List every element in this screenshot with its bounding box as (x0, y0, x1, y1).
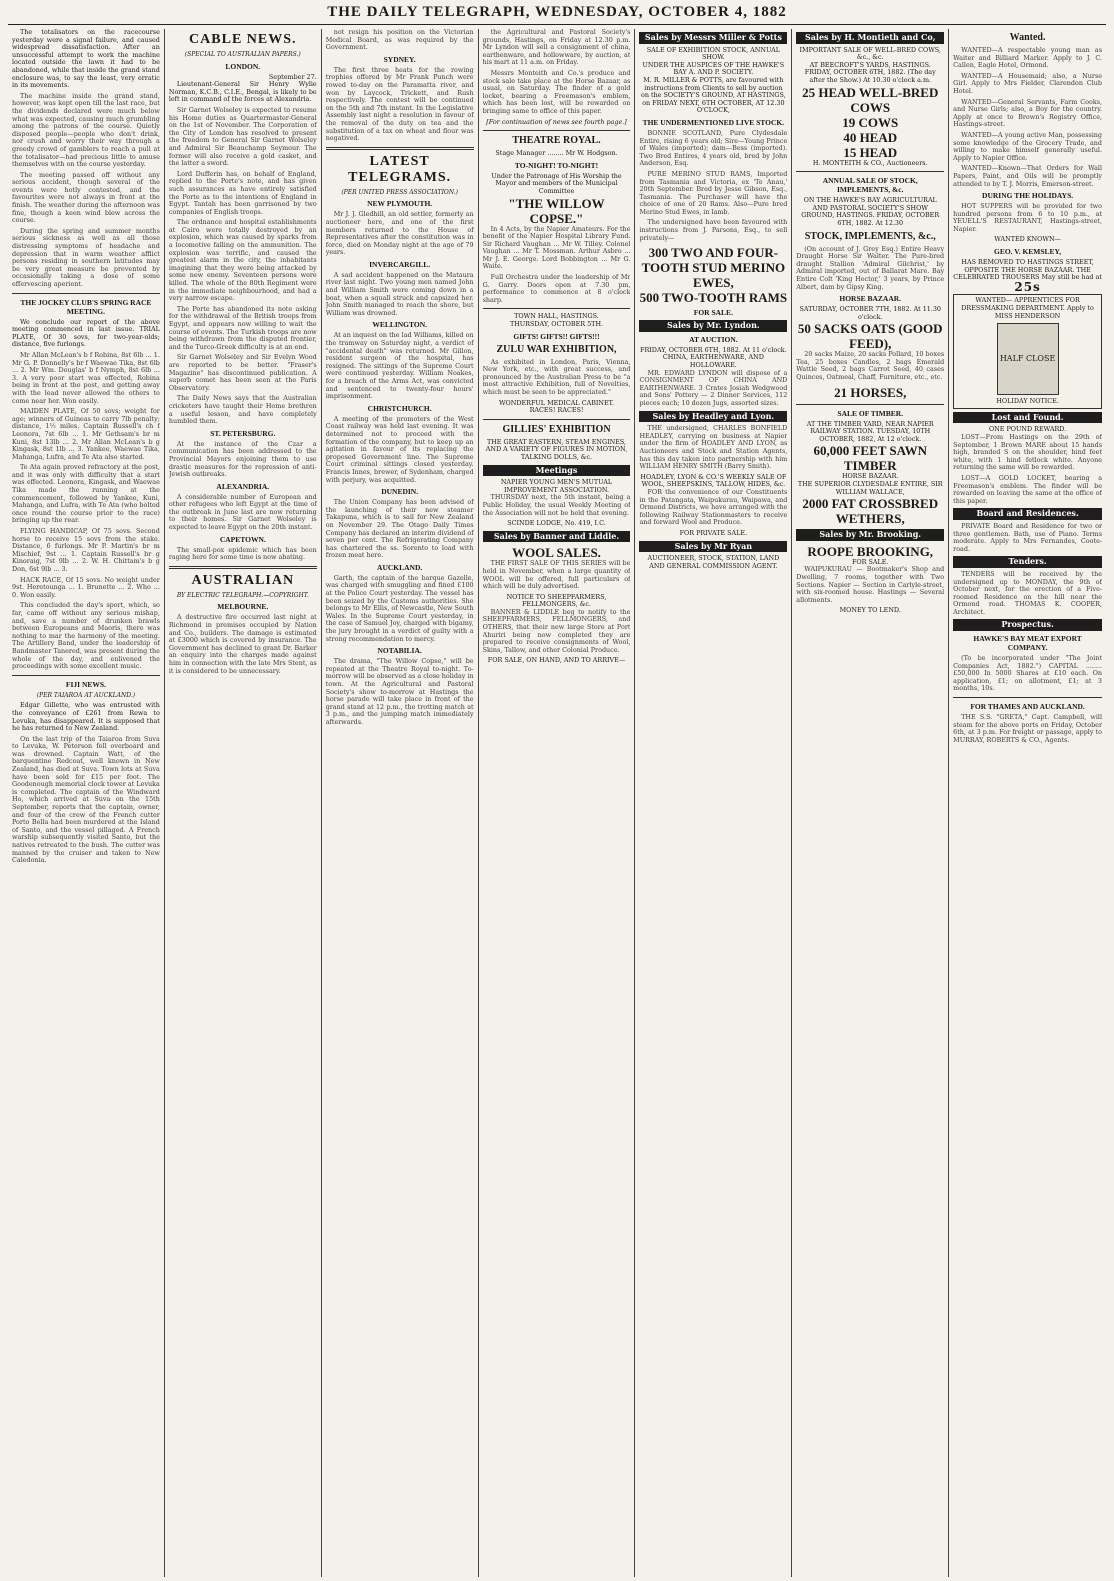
notabilia-heading: NOTABILIA. (377, 646, 422, 656)
cable-news-title: CABLE NEWS. (189, 32, 297, 47)
sale-of-timber-heading: SALE OF TIMBER. (837, 408, 904, 418)
dunedin-heading: DUNEDIN. (381, 487, 419, 497)
column-6: Sales by H. Montieth and Co, IMPORTANT SALE OF WELL-BRED COWS, &c., &c. AT BEECROFT'S YARDS, HASTINGS. FRIDAY, OCTOBER 6TH, 1882. (The day after the Show.) At 10.30 o'clock a.m. 25 HEAD WELL-BRED COWS 19 COWS 40 HEAD 15 HEAD H. MONTEITH & CO., Auctioneers. ANNUAL SALE OF STOCK, IMPLEMENTS, &c. ON THE HAWKE'S BAY AGRICULTURAL AND PASTORAL SOCIETY'S SHOW GROUND, HASTINGS. FRIDAY, OCTOBER 6TH, 1882. At 12.30 STOCK, IMPLEMENTS, &c., (On account of J. Grey Esq.) Entire Heavy Draught Horse Sir Walter. The Pure-bred draught Stallion 'Admiral Gilchrist,' by Admiral imported, out of Ballarat Mare. Bay Entire Colt 'King Hector,' 3 years, by Prince Albert, dam by Gipsy King. HORSE BAZAAR. SATURDAY, OCTOBER 7TH, 1882. At 11.30 o'clock. 50 SACKS OATS (GOOD FEED), 20 sacks Maize, 20 sacks Pollard, 10 boxes Tea, 25 boxes Candles, 2 bags Emerald Wattle Seed, 2 bags Carrot Seed, 40 cases Quinces, Oatmeal, Chaff, Furniture, etc., etc. 21 HORSES, SALE OF TIMBER. AT THE TIMBER YARD, NEAR NAPIER RAILWAY STATION. TUESDAY, 10TH OCTOBER, 1882, At 12 o'clock. 60,000 FEET SAWN TIMBER HORSE BAZAAR. THE SUPERIOR CLYDESDALE ENTIRE, SIR WILLIAM WALLACE, 2000 FAT CROSSBRED WETHERS, Sales by Mr. Brooking. ROOPE BROOKING, FOR SALE. WAIPUKURAU — Bootmaker's Shop and Dwelling, 7 rooms, together with Two Sections. Napier — Section in Carlyle-street, with six-roomed house. Hastings — Several allotments. MONEY TO LEND. (792, 29, 949, 1577)
london-body: Lieutenant-General Sir Henry Wylie Norman, K.C.B., C.I.E., Bengal, is likely to be left in command of the forces at Alexandria. (168, 80, 317, 104)
intro-paragraph: The totalisators on the racecourse yesterday were a signal failure, and caused widespread dissatisfaction. After an unsuccessful attempt to work the machine located outside the lawn it had to be abandoned, while that inside the grand stand enclosure was, to say the least, very erratic in its movements. (12, 29, 160, 90)
thames-heading: FOR THAMES AND AUCKLAND. (970, 702, 1085, 712)
stock-implements: STOCK, IMPLEMENTS, &c., (804, 230, 936, 242)
montieth-heading: Sales by H. Montieth and Co, (796, 32, 944, 44)
column-7: Wanted. WANTED—A respectable young man as Waiter and Billiard Marker. Apply to J. C. Callen, Eagle Hotel, Ormond. WANTED—A Housemaid; also, a Nurse Girl. Apply to Mrs Fielder, Clarendon Club Hotel. WANTED—General Servants, Farm Cooks, and Nurse Girls; also, a Boy for the country. Apply at once to Brown's Registry Office, Hastings-street. WANTED—A young active Man, possessing some knowledge of the Grocery Trade, and willing to make himself generally useful. Apply to Napier Office. WANTED—Known—That Orders for Wall Papers, Paint, and Oils will be promptly attended to by T. J. Morris, Emerson-street. DURING THE HOLIDAYS. HOT SUPPERS will be provided for two hundred persons from 6 to 10 p.m., at YEUELL'S RESTAURANT, Hastings-street, Napier. WANTED KNOWN— GEO. V. KEMSLEY, HAS REMOVED TO HASTINGS STREET, OPPOSITE THE HORSE BAZAAR. THE CELEBRATED TROUSERS May still be had at 25s WANTED— APPRENTICES FOR DRESSMAKING DEPARTMENT. Apply to MISS HENDERSON HALF CLOSE HOLIDAY NOTICE. Lost and Found. ONE POUND REWARD. LOST—From Hastings on the 29th of September, 1 Brown MARE about 15 hands high, branded S on the shoulder, hind feet white, with 1 hind fetlock white. Anyone returning the same will be rewarded. LOST—A GOLD LOCKET, bearing a Freemason's emblem. The finder will be rewarded on leaving the same at the office of this paper. Board and Residences. PRIVATE Board and Residence for two or three gentlemen. Bath, use of Piano. Terms moderate. Apply to Mrs Fernandes, Coote-road. Tenders. TENDERS will be received by the undersigned up to MONDAY, the 9th of October next, for the erection of a Five-roomed Residence on the hill near the Ormond road. THOMAS K. COOPER, Architect. Prospectus. HAWKE'S BAY MEAT EXPORT COMPANY. (To be incorporated under "The Joint Companies Act, 1882.") CAPITAL ........ £50,000 In 5000 Shares at £10 each. On application, £1; on allotment, £1; at 3 months, 10s. FOR THAMES AND AUCKLAND. THE S.S. "GRETA," Capt. Campbell, will steam for the above ports on Friday, October 6th, at 3 p.m. For freight or passage, apply to MURRAY, ROBERTS & CO., Agents. (953, 32, 1103, 744)
wanted-heading: Wanted. (1009, 32, 1046, 43)
exhibition-stock: SALE OF EXHIBITION STOCK, ANNUAL SHOW. (646, 45, 780, 62)
meat-export-heading: HAWKE'S BAY MEAT EXPORT COMPANY. (973, 634, 1082, 653)
cable-news-sub: (SPECIAL TO AUSTRALIAN PAPERS.) (184, 51, 301, 58)
at-auction-heading: AT AUCTION. (689, 334, 738, 344)
column-1: The totalisators on the racecourse yesterday were a signal failure, and caused widespread dissatisfaction. After an unsuccessful attempt to work the machine located outside the lawn it had to be abandoned, while that inside the grand stand enclosure was, to say the least, very erratic in its movements. The machine inside the grand stand, however, was kept open till the last race, but the dividends declared were much below what was expected, causing much grumbling among the patrons of the course. Quietly disposed people—people who don't drink, nor crush and worry their way through a greedy crowd of gamblers to reach a pull at the totalisator—had precious little to amuse themselves with on the course yesterday. The meeting passed off without any serious accident, though several of the events were hotly contested, and the favourites were not always in front at the finish. The weather during the afternoon was fine, though a keen wind blew across the course. During the spring and summer months serious sickness as well as all those distressing symptoms of headache and depression that in warm weather afflict persons residing in southern latitudes may be very great measure be prevented by occasionally taking a dose of some effervescing aperient. THE JOCKEY CLUB'S SPRING RACE MEETING. We conclude our report of the above meeting commenced in last issue. TRIAL PLATE, Of 30 sovs, for two-year-olds; distance, five furlongs. Mr Allan McLean's b f Robina, 8st 6lb ... 1. Mr G. P. Donnelly's br f Waewae Tika, 8st 6lb ... 2. Mr Wm. Douglas' b f Nymph, 8st 6lb ... 3. A very poor start was effected, Robina being in front at the post, and getting away with the lead never allowed the others to come near her. Won easily. MAIDEN PLATE, Of 50 sovs; weight for age; winners of Guineas to carry 7lb penalty; distance, 1½ miles. Captain Russell's ch f Leonora, 7st 6lb ... 1. Mr Gethsam's br m Kuni, 8st 13lb ... 2. Mr Allan McLean's b g Kingask, 8st 1lb ... 3. Yankee, Waewae Tika, Mahanga, Lufra, and Te Ata also started. Te Ata again proved refractory at the post, and it was only with difficulty that a start was effected. Leonora, Kingask, and Waewae Tika made the running at the commencement, followed by Yankee, Kuni, Mahanga, and Lufra, with Te Ata (who bolted once round the course prior to the race) bringing up the rear. FLYING HANDICAP, Of 75 sovs. Second horse to receive 15 sovs from the stake. Distance, 6 furlongs. Mr P. Martin's br m Mischief, 9st ... 1. Captain Russell's br g Kinoraig, 7st 9lb ... 2. W. H. Chittam's b g Don, 6st 9lb ... 3. HACK RACE, Of 15 sovs. No weight under 9st. Heretounga ... 1. Brunette ... 2. Who ... 0. Won easily. This concluded the day's sport, which, so far, came off without any serious mishap, and, save a number of drunken brawls between Europeans and Maoris, there was nothing to mar the harmony of the meeting. The Artillery Band, under the leadership of Bandmaster Tanered, was present during the whole of the day, and enlivened the proceedings with some excellent music. FIJI NEWS. (PER TAIAROA AT AUCKLAND.) Edgar Gillette, who was entrusted with the conveyance of £261 from Rewa to Levuka, has disappeared. It is supposed that he has returned to New Zealand. On the last trip of the Taiaroa from Suva to Levuka, W. Peterson fell overboard and was drowned. Captain Watt, of the barquentine Redcoat, well known in New Zealand, has died at Suva. Town lots at Suva have been sold for £15 per foot. The Goodenough memorial clock tower at Levuka is completed. The captain of the Windward Ho, which arrived at Suva on the 15th September, reports that the captain, owner, and four of the crew of the French cutter Porto Bella had been murdered at the Island of Santo, and the vessel pillaged. A French warship subsequently visited Santo, but the natives retreated to the bush. The cutter was manned by the cruiser and taken to New Caledonia. (8, 29, 165, 1577)
theatre-royal-title: THEATRE ROYAL. (512, 135, 601, 147)
board-heading: Board and Residences. (953, 508, 1102, 520)
australian-sub: BY ELECTRIC TELEGRAPH.—COPYRIGHT. (176, 591, 309, 599)
half-close-notice-block: HALF CLOSE (997, 323, 1059, 395)
zulu-war-title: ZULU WAR EXHIBITION, (496, 343, 617, 355)
brooking-heading: Sales by Mr. Brooking. (796, 529, 944, 541)
alexandria-heading: ALEXANDRIA. (216, 481, 270, 491)
invercargill-heading: INVERCARGILL. (369, 259, 431, 269)
headley-lyon-heading: Sales by Headley and Lyon. (639, 411, 787, 423)
tonight-heading: TO-NIGHT! TO-NIGHT! (514, 160, 599, 170)
miller-potts-heading: Sales by Messrs Miller & Potts (639, 32, 787, 44)
meetings-heading: Meetings (483, 465, 631, 477)
kemsley-heading: GEO. V. KEMSLEY, (993, 247, 1062, 257)
new-plymouth-heading: NEW PLYMOUTH. (367, 199, 433, 209)
important-sale: IMPORTANT SALE OF WELL-BRED COWS, &c., &c. (799, 45, 941, 62)
column-2: CABLE NEWS. (SPECIAL TO AUSTRALIAN PAPERS.) LONDON. September 27. Lieutenant-General Sir Henry Wylie Norman, K.C.B., C.I.E., Bengal, is likely to be left in command of the forces at Alexandria. Sir Garnet Wolseley is expected to resume his Home duties as Quartermaster-General on the 1st of November. The Corporation of the City of London has resolved to present the freedom to General Sir Garnet Wolseley and Admiral Sir Beauchamp Seymour. The former will also receive a gold casket, and the latter a sword. Lord Dufferin has, on behalf of England, replied to the Porte's note, and has given such assurances as have entirely satisfied the Porte as to the intentions of England in Egypt. Tantah has been garrisoned by two companies of English troops. The ordnance and hospital establishments at Cairo were totally destroyed by an explosion, which was caused by sparks from a locomotive falling on the ammunition. The explosion was terrific, and caused the greatest alarm in the city, the inhabitants imagining that they were being attacked by some new enemy. Seventeen persons were killed. The whole of the 80th Regiment were in the immediate neighbourhood, and had a very narrow escape. The Porte has abandoned its note asking for the withdrawal of the British troops from Egypt, and appears now willing to wait the course of events. The Turkish troops are now being withdrawn from the disputed frontier, and the Turco-Greek difficulty is at an end. Sir Garnet Wolseley and Sir Evelyn Wood are reported to be better. "Fraser's Magazine" has discontinued publication. A superb comet has been seen at the Paris Observatory. The Daily News says that the Australian cricketers have taught their Home brethren a useful lesson, and have completely humbled them. ST. PETERSBURG. At the instance of the Czar a communication has been addressed to the Provincial Mayors enjoining them to use drastic measures for the repression of anti-Jewish outbreaks. ALEXANDRIA. A considerable number of European and other refugees who left Egypt at the time of the outbreak in June last are now returning to their homes. Sir Garnet Wolseley is expected to leave Egypt on the 20th instant. CAPETOWN. The small-pox epidemic which has been raging here for some time is now abating. AUSTRALIAN BY ELECTRIC TELEGRAPH.—COPYRIGHT. MELBOURNE. A destructive fire occurred last night at Richmond in premises occupied by Nation and Co., builders. The damage is estimated at £3000 which is covered by insurance. The Government has declined to grant Dr. Barker an enquiry into the charges made against him in connection with the late Mrs Stent, as it is considered to be unnecessary. (165, 29, 322, 1577)
latest-telegrams-sub: (PER UNITED PRESS ASSOCIATION.) (341, 188, 458, 196)
horse-bazaar-heading: HORSE BAZAAR. (839, 294, 902, 304)
latest-telegrams-title: LATEST TELEGRAMS. (348, 153, 452, 185)
holidays-heading: DURING THE HOLIDAYS. (982, 191, 1074, 201)
wellington-heading: WELLINGTON. (372, 320, 427, 330)
fiji-news-body: Edgar Gillette, who was entrusted with the conveyance of £261 from Rewa to Levuka, has disappeared. It is supposed that he has returned to New Zealand. (12, 701, 160, 733)
column-5: Sales by Messrs Miller & Potts SALE OF EXHIBITION STOCK, ANNUAL SHOW. UNDER THE AUSPICES OF THE HAWKE'S BAY A. AND P. SOCIETY. M. R. MILLER & POTTS, are favoured with instructions from Clients to sell by auction on the SOCIETY'S GROUND, AT HASTINGS, on FRIDAY NEXT, 6TH OCTOBER, AT 12.30 O'CLOCK, THE UNDERMENTIONED LIVE STOCK. BONNIE SCOTLAND, Pure Clydesdale Entire, rising 6 years old; Sire—Young Prince of Wales (imported); dam—Bess (imported). Two Bred Entires, 4 years old, bred by John Anderson, Esq. PURE MERINO STUD RAMS, Imported from Tasmania and Victoria, ex 'Te Anau,' 20th September. Bred by Jesse Gibson, Esq., Tasmania. The Purchaser will have the choice of one of 20 Rams. Also—Pure bred Merino Stud Ewes, in lamb. The undersigned have been favoured with instructions from J. Parsons, Esq., to sell privately— 300 TWO AND FOUR-TOOTH STUD MERINO EWES, 500 TWO-TOOTH RAMS FOR SALE. Sales by Mr. Lyndon. AT AUCTION. FRIDAY, OCTOBER 6TH, 1882. At 11 o'clock. CHINA, EARTHENWARE, AND HOLLOWARE. MR. EDWARD LYNDON will dispose of a CONSIGNMENT OF CHINA AND EARTHENWARE. 3 Crates Josiah Wedgwood and Sons' Pottery — 2 Dinner Services, 112 pieces each; 10 dozen Jugs, assorted sizes. Sales by Headley and Lyon. THE undersigned, CHARLES BONFIELD HEADLEY, carrying on business at Napier under the firm of HOADLEY AND LYON, as Auctioneers and Stock and Station Agents, has this day taken into partnership with him WILLIAM HENRY SMITH (Barry Smith). HOADLEY, LYON & CO.'S WEEKLY SALE OF WOOL, SHEEPSKINS, TALLOW, HIDES, &c. FOR the convenience of our Constituents in the Patangata, Waipukurau, Waipawa, and Ormond Districts, we have arranged with the following Railway Stationmasters to receive and forward Wool and Produce. FOR PRIVATE SALE. Sales by Mr Ryan AUCTIONEER, STOCK, STATION, LAND AND GENERAL COMMISSION AGENT. (635, 29, 792, 1577)
jockey-club-title: THE JOCKEY CLUB'S SPRING RACE MEETING. (20, 297, 152, 316)
tenders-heading: Tenders. (953, 556, 1102, 568)
ryan-heading: Sales by Mr Ryan (639, 541, 787, 553)
masthead: THE DAILY TELEGRAPH, WEDNESDAY, OCTOBER 4, 1882 (8, 4, 1106, 25)
sawn-timber: 60,000 FEET SAWN TIMBER (813, 443, 927, 474)
auckland-heading: AUCKLAND. (377, 562, 423, 572)
st-petersburg-heading: ST. PETERSBURG. (210, 428, 276, 438)
london-heading: LONDON. (225, 61, 261, 71)
capetown-heading: CAPETOWN. (219, 534, 266, 544)
price-tag: 25s (1014, 279, 1041, 294)
lyndon-heading: Sales by Mr. Lyndon. (639, 320, 787, 332)
fiji-news-title: FIJI NEWS. (65, 679, 106, 689)
annual-sale-heading: ANNUAL SALE OF STOCK, IMPLEMENTS, &c. (822, 176, 918, 195)
play-title: "THE WILLOW COPSE." (508, 195, 605, 226)
prospectus-heading: Prospectus. (953, 619, 1102, 631)
melbourne-heading: MELBOURNE. (217, 602, 269, 612)
for-sale-heading: FOR SALE. (693, 308, 733, 318)
sydney-heading: SYDNEY. (383, 54, 416, 64)
wool-sales-title: WOOL SALES. (512, 545, 601, 561)
gillies-exhibition-title: GILLIES' EXHIBITION (502, 423, 611, 435)
lost-found-heading: Lost and Found. (953, 412, 1102, 424)
column-3: not resign his position on the Victorian Medical Board, as was required by the Government. SYDNEY. The first three heats for the rowing trophies offered by Mr Frank Punch were rowed to-day on the Paramatta river, and won by Laycock, Trickett, and Rush respectively. The contest will be continued on the 5th and 7th instant. In the Legislative Assembly last night a resolution in favour of the removal of the duty on tea and the substitution of a tax on wheat and flour was negatived. LATEST TELEGRAMS. (PER UNITED PRESS ASSOCIATION.) NEW PLYMOUTH. Mr J. J. Gledhill, an old settler, formerly an auctioneer here, and one of the first members returned to the House of Representatives after the constitution was in force, died on Monday night at the age of 79 years. INVERCARGILL. A sad accident happened on the Mataura river last night. Two young men named John and William Smith were coming down in a boat, when a squall struck and capsized her. John Smith managed to reach the shore, but William was drowned. WELLINGTON. At an inquest on the lad Williams, killed on the tramway on Saturday night, a verdict of "accidental death" was returned. Mr Gillon, resident surgeon of the hospital, has resigned. The sittings of the Supreme Court were continued yesterday. William Noakes, for a breach of the Arms Act, was convicted and sentenced to twenty-four hours' imprisonment. CHRISTCHURCH. A meeting of the promoters of the West Coast railway was held last evening. It was determined not to proceed with the formation of the company, but to keep up an agitation in favour of its replacing the proposed Government line. The Supreme Court criminal sittings closed yesterday. Francis Innes, brewer, of Sydenham, charged with perjury, was acquitted. DUNEDIN. The Union Company has been advised of the launching of their new steamer Takapuna, which is to sail for New Zealand on November 29. The Otago Daily Times Company has declared an interim dividend of seven per cent. The Refrigerating Company has chartered the ss. Sorento to load with frozen meat here. AUCKLAND. Garth, the captain of the barque Gazelle, was charged with smuggling and fined £100 at the Police Court yesterday. The vessel has been seized by the Customs authorities. She belongs to Mr Ellis, of Newcastle, New South Wales. In the Supreme Court yesterday, in the case of Samuel Joy, charged with bigamy, the jury brought in a verdict of guilty with a strong recommendation to mercy. NOTABILIA. The drama, "The Willow Copse," will be repeated at the Theatre Royal to-night. To-morrow will be observed as a close holiday in town. At the Agricultural and Pastoral Society's show to-morrow at Hastings the horse parade will take place in front of the grand stand at 12 p.m., the trotting match at 3 p.m., and the jumping match immediately afterwards. (322, 29, 479, 1577)
fiji-news-sub: (PER TAIAROA AT AUCKLAND.) (36, 691, 136, 699)
column-4: the Agricultural and Pastoral Society's grounds, Hastings, on Friday at 12.30 p.m. Mr Lyndon will sell a consignment of china, earthenware, and hollowware, by auction, at his mart at 11 a.m. on Friday. Messrs Monteith and Co.'s produce and stock sale take place at the Horse Bazaar, as usual, on Saturday. The finder of a gold locket, bearing a Freemason's emblem, which has been lost, will be rewarded on bringing same to office of this paper. [For continuation of news see fourth page.] THEATRE ROYAL. Stage Manager ........ Mr W. Hodgson. TO-NIGHT! TO-NIGHT! Under the Patronage of His Worship the Mayor and members of the Municipal Committee "THE WILLOW COPSE." In 4 Acts, by the Napier Amateurs. For the benefit of the Napier Hospital Library Fund. Sir Richard Vaughan ... Mr W. Tilley. Colonel Vaughan ... Mr T. Mossman. Arthur Asbro ... Mr J. E. George. Lord Bobbington ... Mr G. Waite. Full Orchestra under the leadership of Mr G. Garry. Doors open at 7.30 pm, performance to commence at 8 o'clock sharp. TOWN HALL, HASTINGS. THURSDAY, OCTOBER 5TH. GIFTS! GIFTS!! GIFTS!!! ZULU WAR EXHIBITION, As exhibited in London, Paris, Vienna, New York, etc., with great success, and pronounced by the Australian Press to be "a most attractive Exhibition, full of Novelties, which must be seen to be appreciated." WONDERFUL MEDICAL CABINET. RACES! RACES! GILLIES' EXHIBITION THE GREAT EASTERN, STEAM ENGINES, AND A VARIETY OF FIGURES IN MOTION, TALKING DOLLS, &c. Meetings NAPIER YOUNG MEN'S MUTUAL IMPROVEMENT ASSOCIATION. THURSDAY next, the 5th instant, being a Public Holiday, the usual Weekly Meeting of the Association will not be held that evening. SCINDE LODGE, No. 419, I.C. Sales by Banner and Liddle. WOOL SALES. THE FIRST SALE OF THIS SERIES will be held in November, when a large quantity of WOOL will be offered, full particulars of which will be duly advertised. NOTICE TO SHEEPFARMERS, FELLMONGERS, &c. BANNER & LIDDLE beg to notify to the SHEEPFARMERS, FELLMONGERS, and OTHERS, that their new large Store at Port Ahuriri being now completed they are prepared to receive consignments of Wool, Skins, Tallow, and other Colonial Produce. FOR SALE, ON HAND, AND TO ARRIVE— (479, 29, 636, 1577)
reward-heading: ONE POUND REWARD. (988, 425, 1067, 434)
christchurch-heading: CHRISTCHURCH. (367, 403, 432, 413)
banner-liddle-heading: Sales by Banner and Liddle. (483, 531, 631, 543)
jockey-club-body: We conclude our report of the above meeting commenced in last issue. TRIAL PLATE, Of 30 sovs, for two-year-olds; distance, five furlongs. (12, 317, 160, 349)
australian-title: AUSTRALIAN (191, 572, 295, 588)
